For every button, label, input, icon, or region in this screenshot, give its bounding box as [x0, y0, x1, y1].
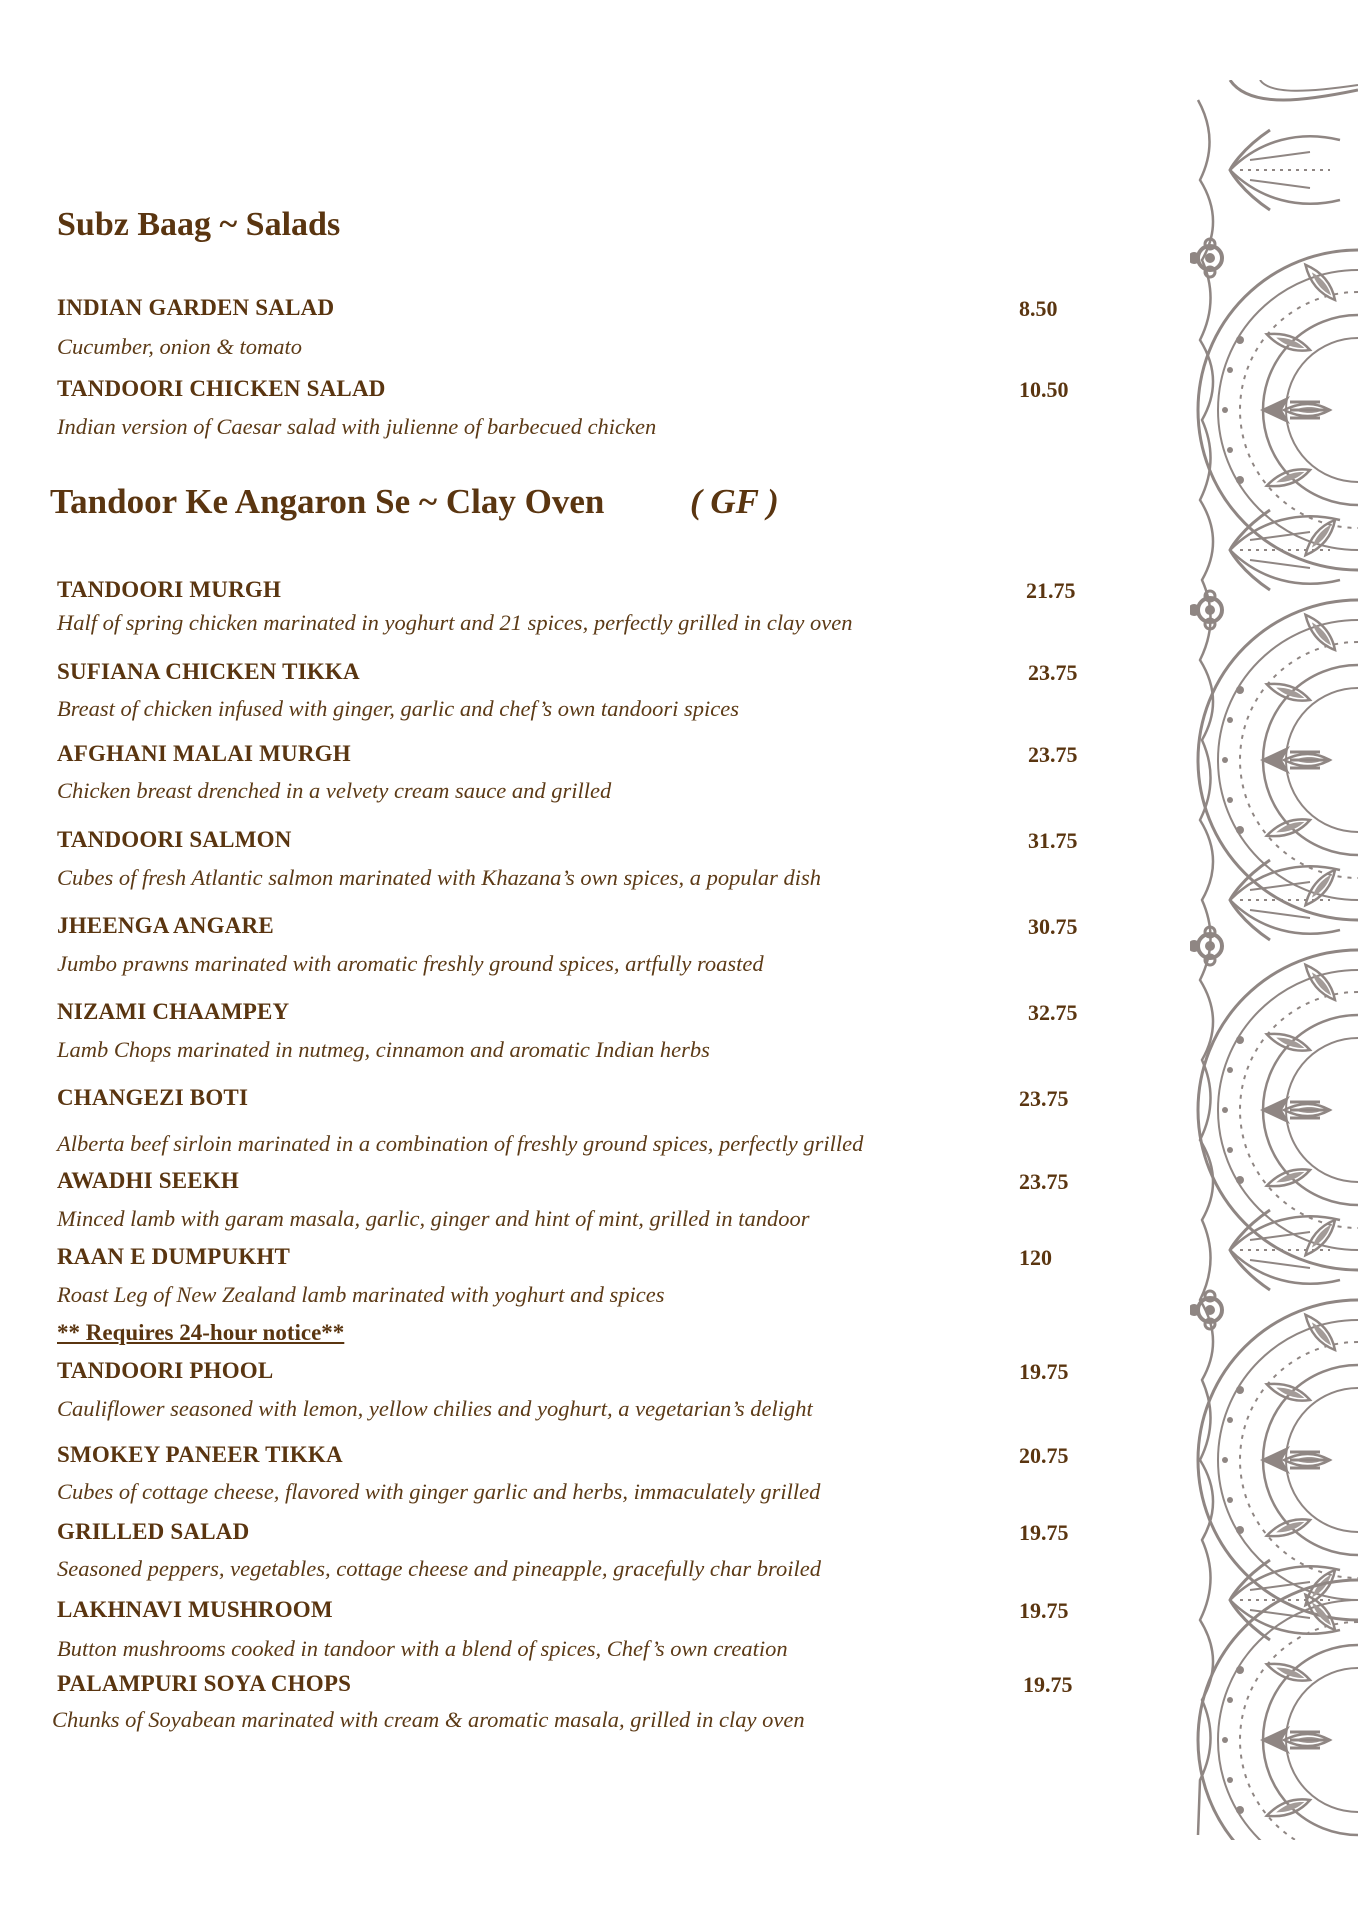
- tandoor-item-price: 20.75: [1019, 1443, 1069, 1468]
- salad-item-price: 8.50: [1019, 296, 1058, 321]
- tandoor-item-desc: Half of spring chicken marinated in yoghurt and 21 spices, perfectly grilled in clay oven: [57, 610, 853, 635]
- tandoor-item-name: SMOKEY PANEER TIKKA: [57, 1442, 343, 1467]
- tandoor-item-price: 23.75: [1028, 742, 1078, 767]
- salad-item-desc: Cucumber, onion & tomato: [57, 334, 302, 359]
- tandoor-item-desc: Jumbo prawns marinated with aromatic freshly ground spices, artfully roasted: [57, 951, 764, 976]
- tandoor-item-price: 31.75: [1028, 828, 1078, 853]
- tandoor-item-name: JHEENGA ANGARE: [57, 913, 274, 938]
- tandoor-title-text: Tandoor Ke Angaron Se ~ Clay Oven: [50, 482, 605, 521]
- tandoor-item-desc: Roast Leg of New Zealand lamb marinated with yoghurt and spices: [57, 1282, 665, 1307]
- tandoor-item-name: TANDOORI PHOOL: [57, 1358, 274, 1383]
- tandoor-item-price: 120: [1019, 1245, 1052, 1270]
- tandoor-item-desc: Button mushrooms cooked in tandoor with a blend of spices, Chef’s own creation: [57, 1636, 788, 1661]
- salad-item-name: TANDOORI CHICKEN SALAD: [57, 376, 386, 401]
- henna-border-icon: [1190, 80, 1358, 1840]
- tandoor-item-name: AWADHI SEEKH: [57, 1168, 239, 1193]
- salads-title: Subz Baag ~ Salads: [57, 206, 341, 243]
- tandoor-item-name: AFGHANI MALAI MURGH: [57, 741, 351, 766]
- salad-item-price: 10.50: [1019, 377, 1069, 402]
- tandoor-item-name: CHANGEZI BOTI: [57, 1085, 249, 1110]
- tandoor-item-price: 19.75: [1019, 1598, 1069, 1623]
- tandoor-item-name: RAAN E DUMPUKHT: [57, 1244, 290, 1269]
- tandoor-item-desc: Seasoned peppers, vegetables, cottage cheese and pineapple, gracefully char broiled: [57, 1556, 821, 1581]
- tandoor-item-price: 30.75: [1028, 914, 1078, 939]
- tandoor-item-price: 19.75: [1019, 1359, 1069, 1384]
- tandoor-item-name: SUFIANA CHICKEN TIKKA: [57, 659, 360, 684]
- tandoor-item-price: 23.75: [1019, 1169, 1069, 1194]
- tandoor-item-name: TANDOORI MURGH: [57, 577, 282, 602]
- tandoor-item-desc: Chunks of Soyabean marinated with cream & aromatic masala, grilled in clay oven: [52, 1707, 805, 1732]
- tandoor-item-desc: Cubes of cottage cheese, flavored with ginger garlic and herbs, immaculately grilled: [57, 1479, 821, 1504]
- tandoor-item-price: 21.75: [1026, 578, 1076, 603]
- tandoor-title: [50, 482, 779, 522]
- tandoor-item-name: PALAMPURI SOYA CHOPS: [57, 1671, 352, 1696]
- tandoor-item-name: NIZAMI CHAAMPEY: [57, 999, 290, 1024]
- tandoor-item-name: GRILLED SALAD: [57, 1519, 250, 1544]
- tandoor-item-price: 19.75: [1019, 1520, 1069, 1545]
- tandoor-item-name: TANDOORI SALMON: [57, 827, 292, 852]
- gluten-free-marker: ( GF ): [690, 482, 779, 521]
- tandoor-item-desc: Chicken breast drenched in a velvety cream sauce and grilled: [57, 778, 612, 803]
- tandoor-item-price: 19.75: [1023, 1672, 1073, 1697]
- tandoor-item-desc: Lamb Chops marinated in nutmeg, cinnamon and aromatic Indian herbs: [57, 1037, 710, 1062]
- tandoor-item-desc: Breast of chicken infused with ginger, garlic and chef’s own tandoori spices: [57, 696, 739, 721]
- advance-notice: ** Requires 24-hour notice**: [57, 1320, 345, 1345]
- tandoor-item-price: 32.75: [1028, 1000, 1078, 1025]
- salad-item-name: INDIAN GARDEN SALAD: [57, 295, 335, 320]
- tandoor-item-price: 23.75: [1019, 1086, 1069, 1111]
- tandoor-item-desc: Minced lamb with garam masala, garlic, ginger and hint of mint, grilled in tandoor: [57, 1206, 810, 1231]
- tandoor-item-desc: Cauliflower seasoned with lemon, yellow chilies and yoghurt, a vegetarian’s delight: [57, 1396, 813, 1421]
- tandoor-item-desc: Cubes of fresh Atlantic salmon marinated with Khazana’s own spices, a popular dish: [57, 865, 822, 890]
- tandoor-item-name: LAKHNAVI MUSHROOM: [57, 1597, 333, 1622]
- tandoor-item-price: 23.75: [1028, 660, 1078, 685]
- salad-item-desc: Indian version of Caesar salad with julienne of barbecued chicken: [57, 414, 657, 439]
- tandoor-item-desc: Alberta beef sirloin marinated in a combination of freshly ground spices, perfectly grilled: [57, 1131, 864, 1156]
